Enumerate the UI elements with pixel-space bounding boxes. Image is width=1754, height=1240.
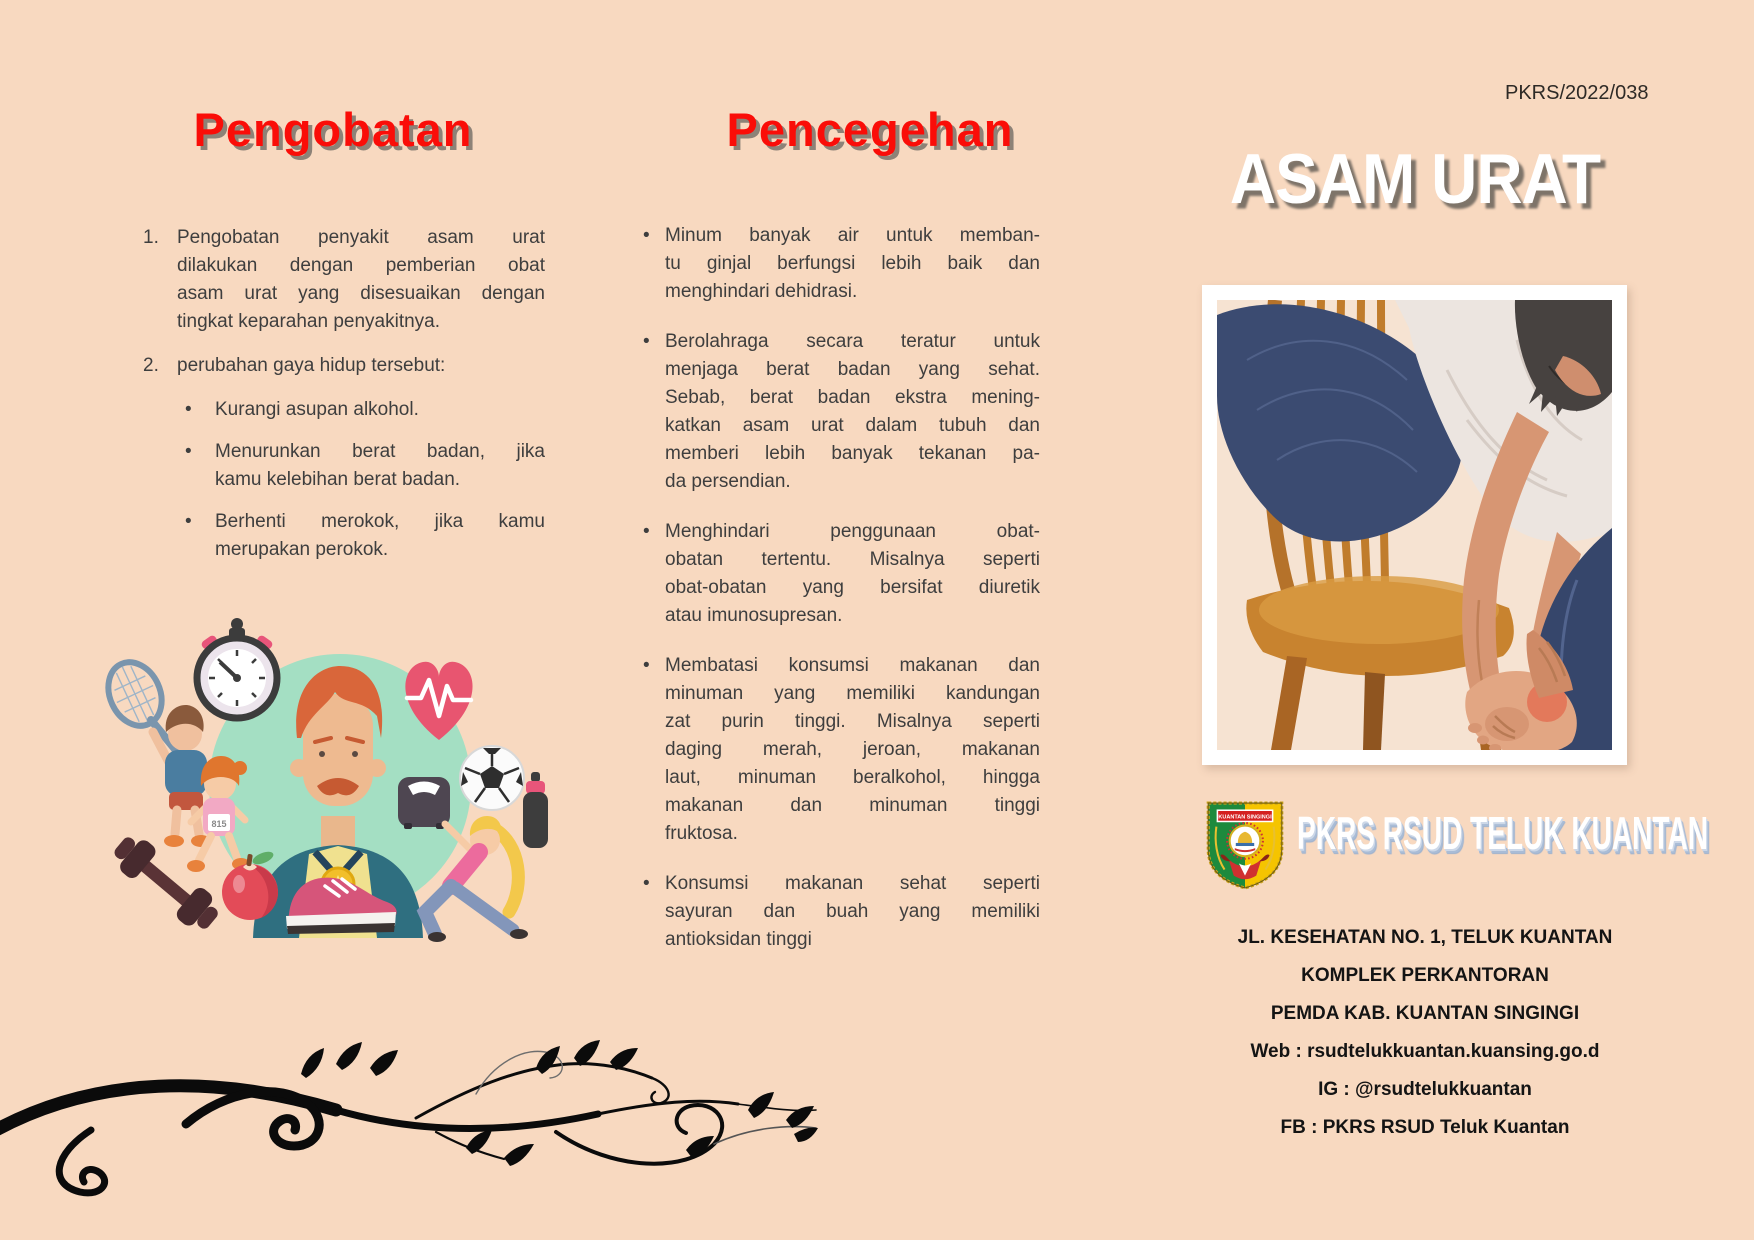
sub-bullet [185,438,545,494]
item-text: Pengobatan penyakit asam urat dilakukan dengan pemberian obat asam urat yang disesuaikan dengan tingkat keparahan penyakitnya. [177,227,545,332]
left-panel-title: Pengobatan [193,103,473,156]
gout-foot-photo [1217,300,1612,750]
cover-title: ASAM URAT [1229,139,1601,219]
bullet-text: • Menghindari penggunaan obat- obatan tertentu. Misalnya seperti obat-obatan yang bersifat diuretik atau imunosupresan. [665,521,1040,626]
kuansing-crest-logo [1203,800,1287,890]
logo-banner-text: KUANTAN SINGINGI [1218,814,1272,821]
doc-number: PKRS/2022/038 [1505,82,1649,104]
stopwatch-icon [197,618,277,718]
weight-scale-icon [398,777,450,829]
address-complex: KOMPLEK PERKANTORAN [1301,965,1549,986]
address-block [1175,919,1675,1147]
prevention-bullet [643,870,1040,954]
sub-bullet-text: • Berhenti merokok, jika kamu merupakan perokok. [215,511,545,560]
prevention-bullet [643,328,1040,496]
sub-bullet [185,396,545,424]
bullet-text: • Minum banyak air untuk memban- tu ginjal berfungsi lebih baik dan menghindari dehidrasi. [665,225,1040,302]
address-facebook: FB : PKRS RSUD Teluk Kuantan [1280,1117,1570,1138]
bullet-text: • Membatasi konsumsi makanan dan minuman yang memiliki kandungan zat purin tinggi. Misalnya seperti daging merah, jeroan, makanan laut, minuman beralkohol, hingga makanan dan minuman tinggi fruktosa. [665,655,1040,844]
treatment-item-2 [143,352,545,380]
bullet-text: • Berolahraga secara teratur untuk menjaga berat badan yang sehat. Sebab, berat badan ekstra mening- katkan asam urat dalam tubuh dan memberi lebih banyak tekanan pa- da persendian. [665,331,1040,492]
prevention-bullet [643,222,1040,306]
prevention-bullet [643,518,1040,630]
address-web: Web : rsudtelukkuantan.kuansing.go.d [1250,1041,1600,1062]
prevention-list [643,222,1040,976]
bullet-text: • Konsumsi makanan sehat seperti sayuran dan buah yang memiliki antioksidan tinggi [665,873,1040,950]
soccer-ball-icon [460,746,524,810]
healthy-lifestyle-illustration [93,582,573,944]
item-number: 2. [143,355,159,376]
item-text: perubahan gaya hidup tersebut: [177,355,446,376]
address-regency: PEMDA KAB. KUANTAN SINGINGI [1270,1003,1580,1024]
middle-panel-title: Pencegehan [726,103,1014,156]
water-bottle-icon [523,772,548,848]
apple-icon [222,849,278,920]
item-number: 1. [143,227,159,248]
treatment-list [143,224,545,578]
floral-flourish-ornament [0,1032,818,1204]
prevention-bullet [643,652,1040,848]
runner-bib-number: 815 [211,819,227,829]
address-street: JL. KESEHATAN NO. 1, TELUK KUANTAN [1237,927,1613,948]
gout-photo-frame [1202,285,1627,765]
sub-bullet [185,508,545,564]
sub-bullet-text: • Menurunkan berat badan, jika kamu kelebihan berat badan. [215,441,545,490]
treatment-item-1 [143,224,545,336]
org-title: PKRS RSUD TELUK KUANTAN [1297,807,1709,859]
lifestyle-sub-list [185,396,545,564]
address-instagram: IG : @rsudtelukkuantan [1318,1079,1532,1100]
sub-bullet-text: • Kurangi asupan alkohol. [215,399,419,420]
